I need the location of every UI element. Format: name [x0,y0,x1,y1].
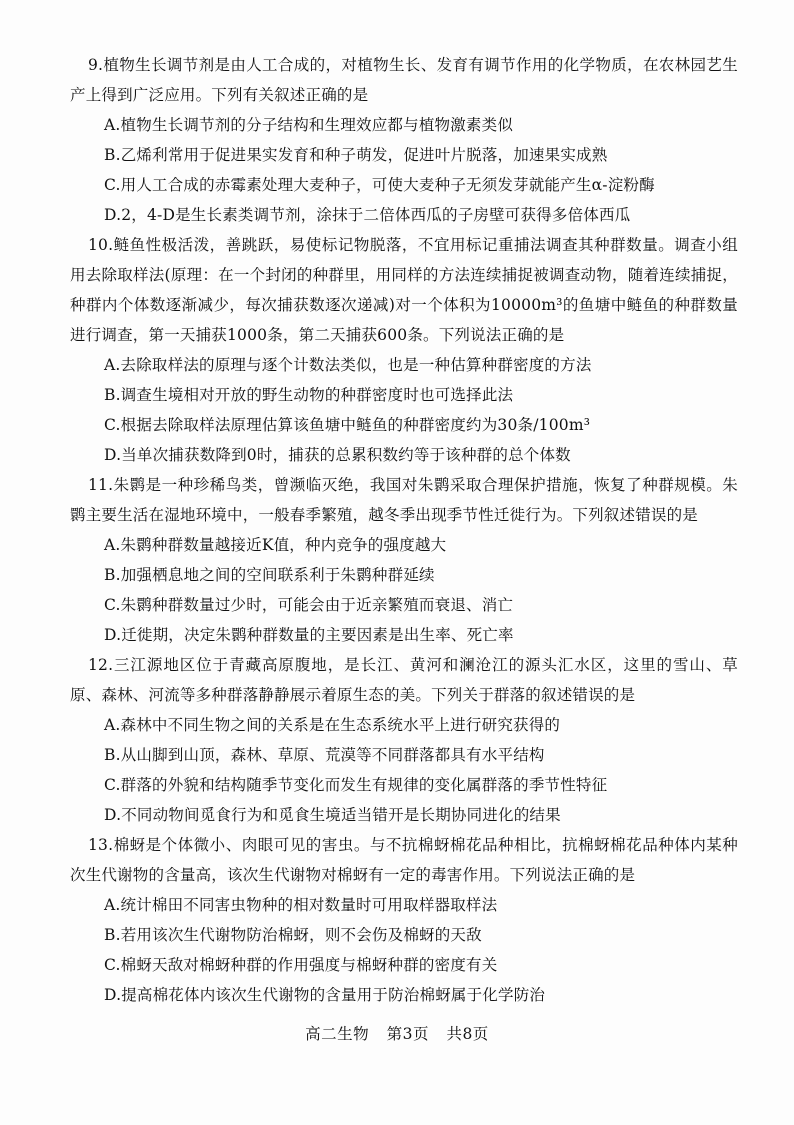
footer-total-pages: 共8页 [446,1025,489,1043]
option-c: C.朱鹮种群数量过少时，可能会由于近亲繁殖而衰退、消亡 [104,596,514,614]
option-b: B.若用该次生代谢物防治棉蚜，则不会伤及棉蚜的天敌 [104,926,482,944]
option-d: D.当单次捕获数降到0时，捕获的总累积数约等于该种群的总个体数 [104,446,571,464]
option-a: A.去除取样法的原理与逐个计数法类似，也是一种估算种群密度的方法 [104,356,592,374]
question-11 [70,470,738,650]
option-a: A.朱鹮种群数量越接近K值，种内竞争的强度越大 [104,536,447,554]
question-12 [70,650,738,830]
question-stem: 13.棉蚜是个体微小、肉眼可见的害虫。与不抗棉蚜棉花品种相比，抗棉蚜棉花品种体内某种次生代谢物的含量高，该次生代谢物对棉蚜有一定的毒害作用。下列说法正确的是 [70,836,738,884]
option-a: A.统计棉田不同害虫物种的相对数量时可用取样器取样法 [104,896,498,914]
option-d: D.不同动物间觅食行为和觅食生境适当错开是长期协同进化的结果 [104,806,561,824]
option-c: C.根据去除取样法原理估算该鱼塘中鲢鱼的种群密度约为30条/100m³ [104,416,591,434]
question-stem: 11.朱鹮是一种珍稀鸟类，曾濒临灭绝，我国对朱鹮采取合理保护措施，恢复了种群规模。朱鹮主要生活在湿地环境中，一般春季繁殖，越冬季出现季节性迁徙行为。下列叙述错误的是 [70,476,738,524]
option-b: B.调查生境相对开放的野生动物的种群密度时也可选择此法 [104,386,514,404]
option-d: D.提高棉花体内该次生代谢物的含量用于防治棉蚜属于化学防治 [104,986,546,1004]
footer-subject: 高二生物 [305,1025,370,1043]
option-b: B.加强栖息地之间的空间联系利于朱鹮种群延续 [104,566,435,584]
option-c: C.群落的外貌和结构随季节变化而发生有规律的变化属群落的季节性特征 [104,776,608,794]
question-13 [70,830,738,1010]
option-c: C.用人工合成的赤霉素处理大麦种子，可使大麦种子无须发芽就能产生α-淀粉酶 [104,176,655,194]
option-b: B.从山脚到山顶，森林、草原、荒漠等不同群落都具有水平结构 [104,746,545,764]
option-c: C.棉蚜天敌对棉蚜种群的作用强度与棉蚜种群的密度有关 [104,956,498,974]
option-b: B.乙烯利常用于促进果实发育和种子萌发，促进叶片脱落，加速果实成熟 [104,146,608,164]
question-stem: 10.鲢鱼性极活泼，善跳跃，易使标记物脱落，不宜用标记重捕法调查其种群数量。调查小组用去除取样法(原理：在一个封闭的种群里，用同样的方法连续捕捉被调查动物，随着连续捕捉，种群内个体数逐渐减少，每次捕获数逐次递减)对一个体积为10000m³的鱼塘中鲢鱼的种群数量进行调查，第一天捕获1000条，第二天捕获600条。下列说法正确的是 [70,236,738,344]
option-d: D.2，4-D是生长素类调节剂，涂抹于二倍体西瓜的子房壁可获得多倍体西瓜 [104,206,631,224]
footer-page-number: 第3页 [386,1025,429,1043]
question-stem: 12.三江源地区位于青藏高原腹地，是长江、黄河和澜沧江的源头汇水区，这里的雪山、草原、森林、河流等多种群落静静展示着原生态的美。下列关于群落的叙述错误的是 [70,656,738,704]
option-d: D.迁徙期，决定朱鹮种群数量的主要因素是出生率、死亡率 [104,626,514,644]
page-footer [0,1022,794,1046]
question-list [70,50,738,1010]
option-a: A.植物生长调节剂的分子结构和生理效应都与植物激素类似 [104,116,514,134]
question-10 [70,230,738,470]
option-a: A.森林中不同生物之间的关系是在生态系统水平上进行研究获得的 [104,716,561,734]
question-stem: 9.植物生长调节剂是由人工合成的，对植物生长、发育有调节作用的化学物质，在农林园艺生产上得到广泛应用。下列有关叙述正确的是 [70,56,738,104]
question-9 [70,50,738,230]
